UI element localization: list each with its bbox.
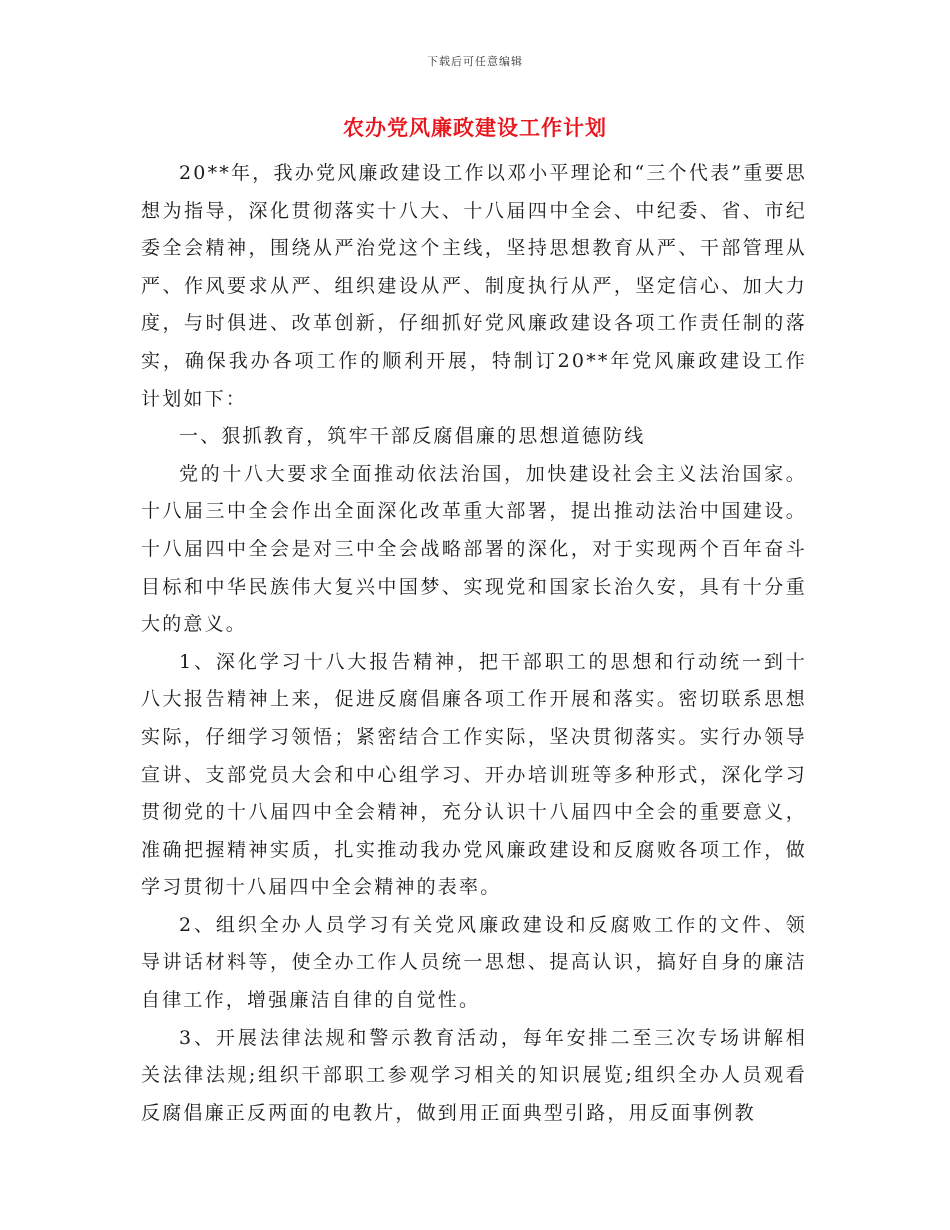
paragraph-item-2: 2、组织全办人员学习有关党风廉政建设和反腐败工作的文件、领导讲话材料等，使全办工作人员统一思想、提高认识，搞好自身的廉洁自律工作，增强廉洁自律的自觉性。	[141, 913, 807, 1012]
document-body	[141, 155, 807, 1132]
document-title: 农办党风廉政建设工作计划	[343, 115, 607, 140]
section-heading-1: 一、狠抓教育，筑牢干部反腐倡廉的思想道德防线	[179, 425, 646, 448]
paragraph-background: 党的十八大要求全面推动依法治国，加快建设社会主义法治国家。十八届三中全会作出全面深化改革重大部署，提出推动法治中国建设。十八届四中全会是对三中全会战略部署的深化，对于实现两个百年奋斗目标和中华民族伟大复兴中国梦、实现党和国家长治久安，具有十分重大的意义。	[141, 462, 807, 636]
paragraph-item-3: 3、开展法律法规和警示教育活动，每年安排二至三次专场讲解相关法律法规;组织干部职工参观学习相关的知识展览;组织全办人员观看反腐倡廉正反两面的电教片，做到用正面典型引路，用反面事例教	[141, 1026, 807, 1124]
paragraph-intro: 20**年，我办党风廉政建设工作以邓小平理论和“三个代表”重要思想为指导，深化贯彻落实十八大、十八届四中全会、中纪委、省、市纪委全会精神，围绕从严治党这个主线，坚持思想教育从严、干部管理从严、作风要求从严、组织建设从严、制度执行从严，坚定信心、加大力度，与时俱进、改革创新，仔细抓好党风廉政建设各项工作责任制的落实，确保我办各项工作的顺利开展，特制订20**年党风廉政建设工作计划如下：	[141, 162, 807, 410]
paragraph-item-1: 1、深化学习十八大报告精神，把干部职工的思想和行动统一到十八大报告精神上来，促进反腐倡廉各项工作开展和落实。密切联系思想实际，仔细学习领悟；紧密结合工作实际，坚决贯彻落实。实行办领导宣讲、支部党员大会和中心组学习、开办培训班等多种形式，深化学习贯彻党的十八届四中全会精神，充分认识十八届四中全会的重要意义，准确把握精神实质，扎实推动我办党风廉政建设和反腐败各项工作，做学习贯彻十八届四中全会精神的表率。	[141, 650, 807, 899]
header-note: 下载后可任意编辑	[427, 55, 523, 68]
